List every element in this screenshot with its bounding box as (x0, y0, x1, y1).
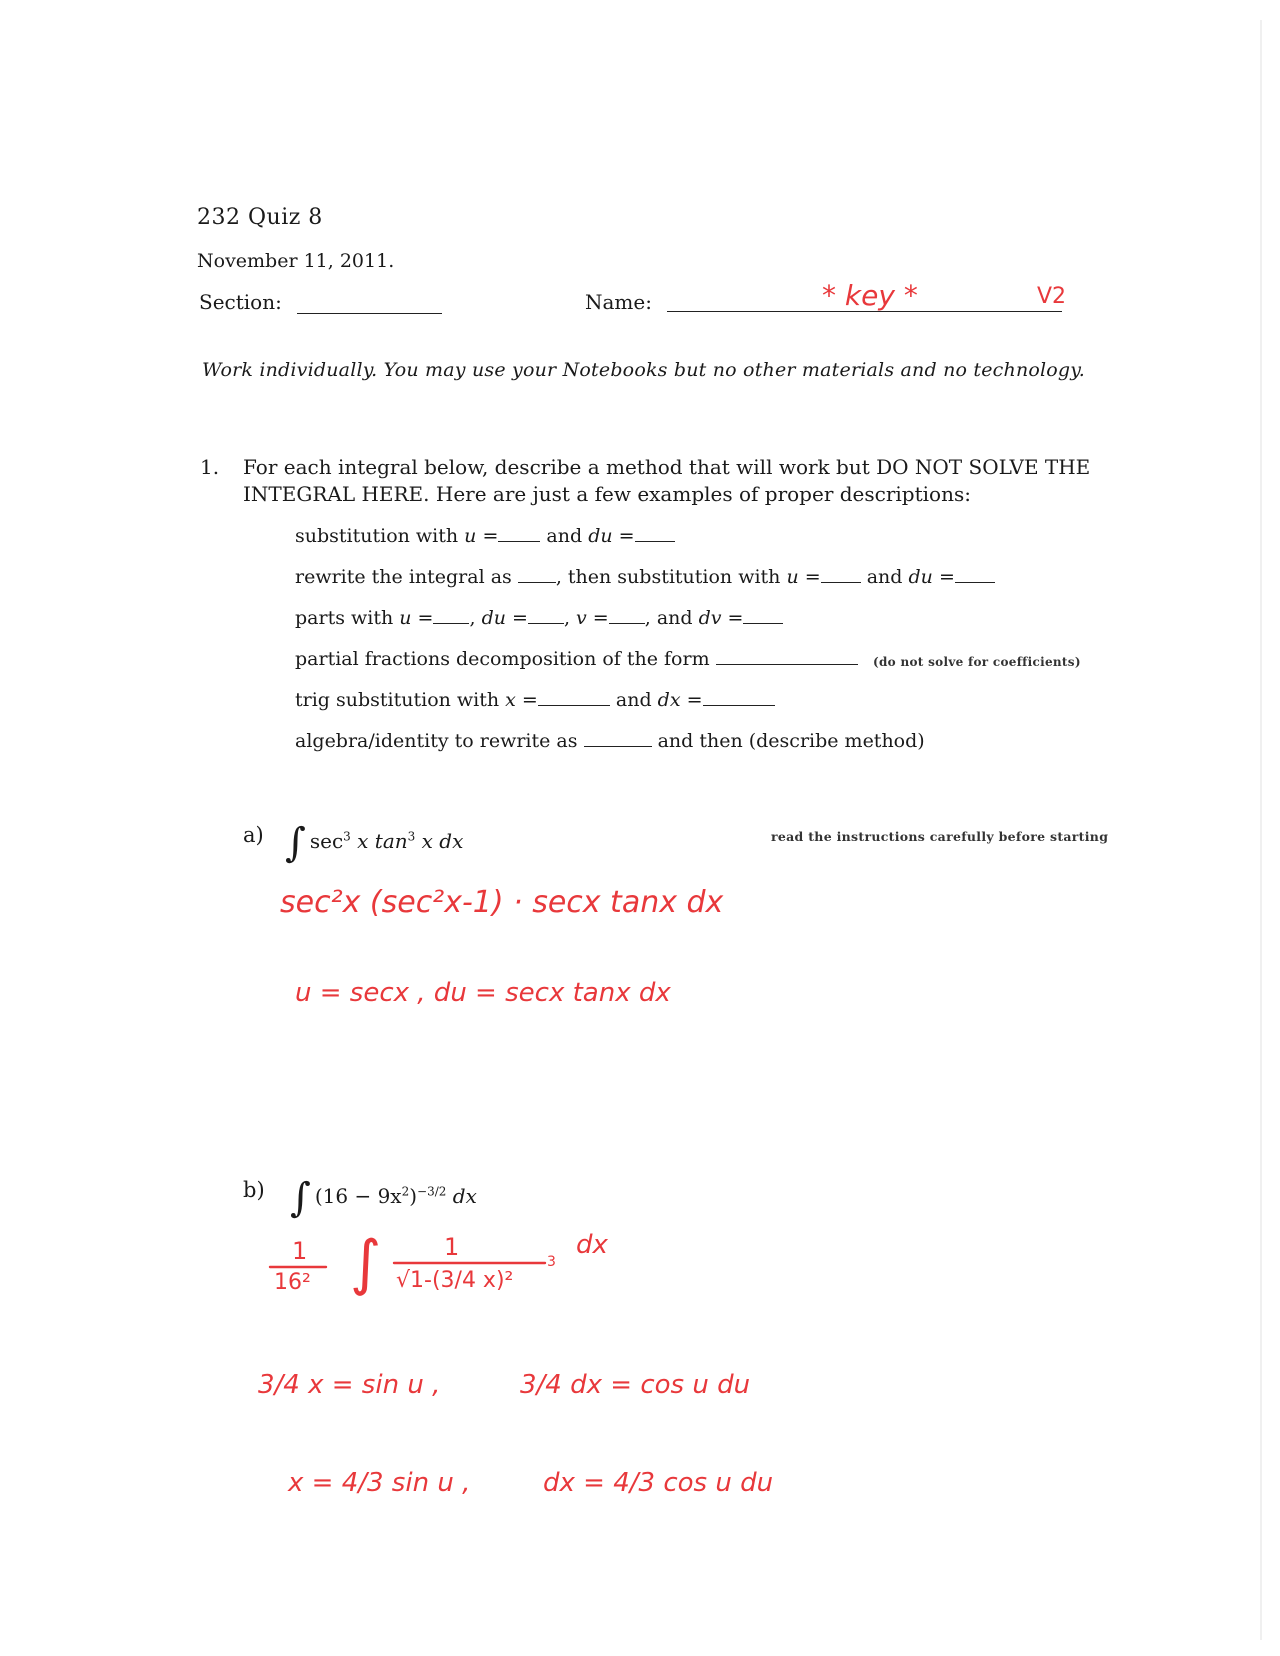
method-trig-substitution: trig substitution with x = and dx = (295, 689, 775, 711)
reminder-note: read the instructions carefully before starting (771, 829, 1109, 844)
part-a-label: a) (243, 823, 264, 847)
method-algebra-identity: algebra/identity to rewrite as and then (describe method) (295, 730, 925, 752)
coefficients-note: (do not solve for coefficients) (873, 655, 1081, 669)
sub-line1-left: 3/4 x = sin u , (258, 1370, 441, 1400)
section-field[interactable] (297, 313, 442, 314)
version-handwritten: V2 (1037, 284, 1067, 309)
part-b-integral: ∫ $(16 - 9x^2)^{-3/2}$ dx (290, 1175, 477, 1221)
problem-number: 1. (200, 455, 220, 479)
integral-sign-icon: ∫ (285, 820, 306, 866)
scan-edge (1260, 20, 1262, 1640)
coef-numerator: 1 (292, 1237, 308, 1265)
part-a-answer-substitution: u = secx , du = secx tanx dx (295, 978, 671, 1008)
problem-text-2: INTEGRAL HERE. Here are just a few examples of proper descriptions: (243, 482, 971, 506)
part-a-integral: ∫ $\sec^3 x$ $\tan^3 x$ dx (285, 820, 464, 866)
answer-dx: dx (576, 1230, 608, 1260)
handwritten-integral-icon: ∫ (350, 1228, 382, 1298)
method-parts: parts with u = , du = , v = , and dv = (295, 607, 783, 629)
method-rewrite: rewrite the integral as , then substitution with u = and du = (295, 566, 995, 588)
quiz-date: November 11, 2011. (197, 250, 395, 272)
name-label: Name: (585, 290, 652, 314)
part-b-label: b) (243, 1178, 265, 1202)
coef-denominator: 16² (274, 1270, 311, 1295)
answer-power: 3 (547, 1254, 556, 1270)
problem-text-1: For each integral below, describe a method that will work but DO NOT SOLVE THE (243, 455, 1091, 479)
answer-fraction-bar (390, 1260, 550, 1266)
name-handwritten: * key * (822, 279, 918, 312)
quiz-title: 232 Quiz 8 (197, 205, 323, 230)
instructions: Work individually. You may use your Notebooks but no other materials and no technology. (202, 359, 1085, 381)
sub-line2-left: x = 4/3 sin u , (288, 1468, 471, 1498)
sub-line1-right: 3/4 dx = cos u du (520, 1370, 751, 1400)
method-substitution: substitution with u = and du = (295, 525, 675, 547)
section-label: Section: (199, 290, 282, 314)
sub-line2-right: dx = 4/3 cos u du (543, 1468, 774, 1498)
part-a-answer-rewrite: sec²x (sec²x-1) · secx tanx dx (280, 885, 724, 920)
method-partial-fractions: partial fractions decomposition of the form (295, 648, 858, 670)
answer-denominator-inner: √1-(3/4 x)² (396, 1268, 514, 1293)
answer-numerator: 1 (444, 1233, 460, 1261)
integral-sign-icon-b: ∫ (290, 1175, 311, 1221)
